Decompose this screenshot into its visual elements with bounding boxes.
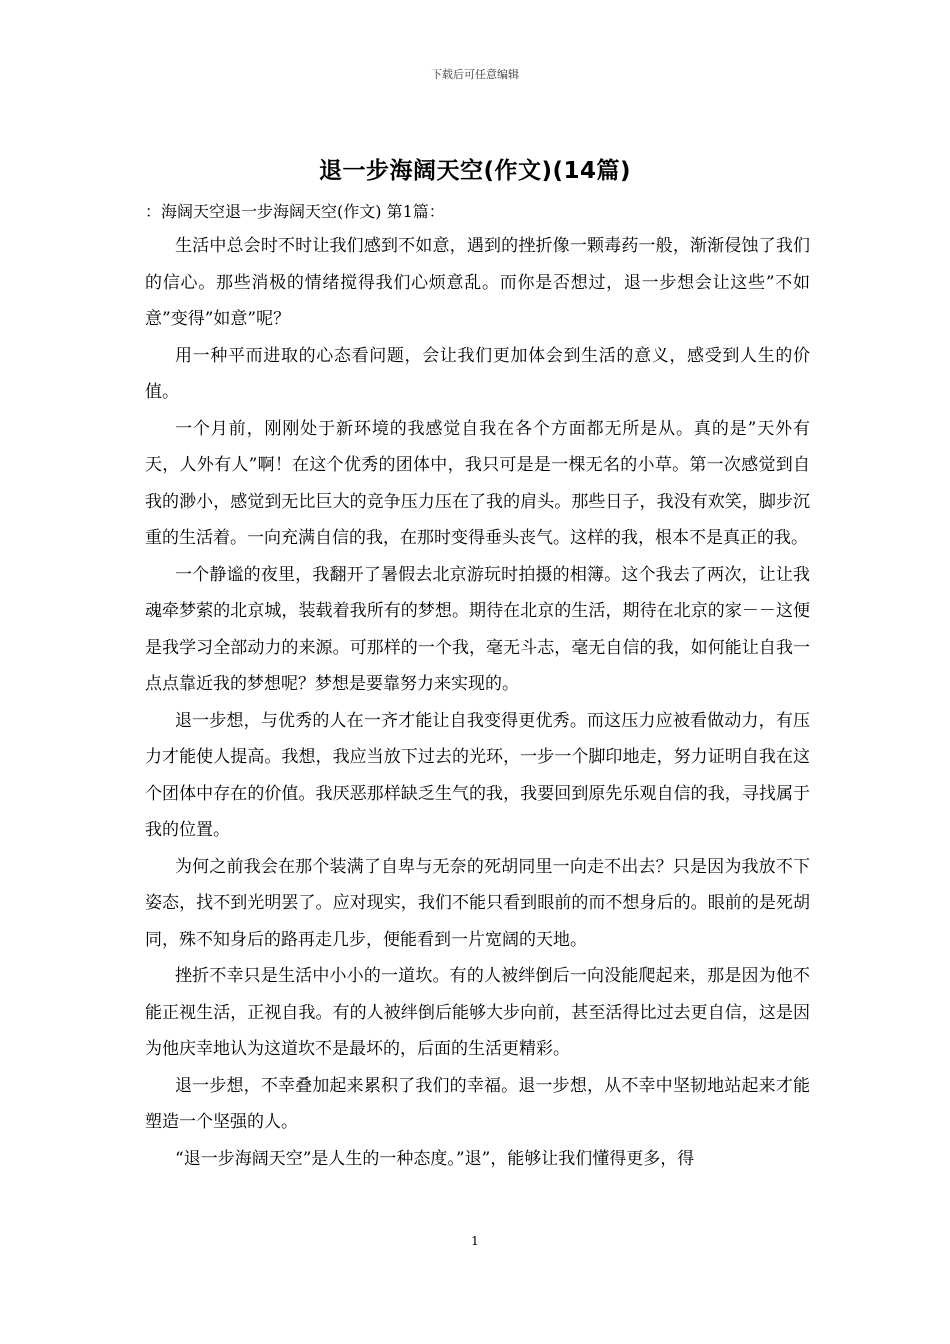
section-subtitle: ：海阔天空退一步海阔天空(作文) 第1篇： [145,202,445,221]
paragraph-1: 生活中总会时不时让我们感到不如意，遇到的挫折像一颗毒药一般，渐渐侵蚀了我们的信心。那些消极的情绪搅得我们心烦意乱。而你是否想过，退一步想会让这些”不如意”变得”如意”呢？ [145,236,810,329]
document-title: 退一步海阔天空(作文)(14篇) [318,158,632,184]
paragraph-8: 退一步想，不幸叠加起来累积了我们的幸福。退一步想，从不幸中坚韧地站起来才能塑造一个坚强的人。 [145,1075,810,1132]
paragraph-2: 用一种平而进取的心态看问题，会让我们更加体会到生活的意义，感受到人生的价值。 [145,345,810,402]
page-number: 1 [471,1234,479,1248]
paragraph-9: “退一步海阔天空”是人生的一种态度。”退”，能够让我们懂得更多，得 [175,1148,695,1169]
paragraph-4: 一个静谧的夜里，我翻开了暑假去北京游玩时拍摄的相簿。这个我去了两次，让让我魂牵梦萦的北京城，装载着我所有的梦想。期待在北京的生活，期待在北京的家－－这便是我学习全部动力的来源。可那样的一个我，毫无斗志，毫无自信的我，如何能让自我一点点靠近我的梦想呢？梦想是要靠努力来实现的。 [145,564,810,694]
paragraph-6: 为何之前我会在那个装满了自卑与无奈的死胡同里一向走不出去？只是因为我放不下姿态，找不到光明罢了。应对现实，我们不能只看到眼前的而不想身后的。眼前的是死胡同，殊不知身后的路再走几步，便能看到一片宽阔的天地。 [145,856,810,950]
page-header: 下载后可任意编辑 [431,68,519,81]
document-body [145,198,810,1177]
paragraph-5: 退一步想，与优秀的人在一齐才能让自我变得更优秀。而这压力应被看做动力，有压力才能使人提高。我想，我应当放下过去的光环，一步一个脚印地走，努力证明自我在这个团体中存在的价值。我厌恶那样缺乏生气的我，我要回到原先乐观自信的我，寻找属于我的位置。 [145,710,810,840]
paragraph-3: 一个月前，刚刚处于新环境的我感觉自我在各个方面都无所是从。真的是”天外有天，人外有人”啊！在这个优秀的团体中，我只可是是一棵无名的小草。第一次感觉到自我的渺小，感觉到无比巨大的竞争压力压在了我的肩头。那些日子，我没有欢笑，脚步沉重的生活着。一向充满自信的我，在那时变得垂头丧气。这样的我，根本不是真正的我。 [145,418,810,548]
paragraph-7: 挫折不幸只是生活中小小的一道坎。有的人被绊倒后一向没能爬起来，那是因为他不能正视生活，正视自我。有的人被绊倒后能够大步向前，甚至活得比过去更自信，这是因为他庆幸地认为这道坎不是最坏的，后面的生活更精彩。 [145,966,810,1059]
